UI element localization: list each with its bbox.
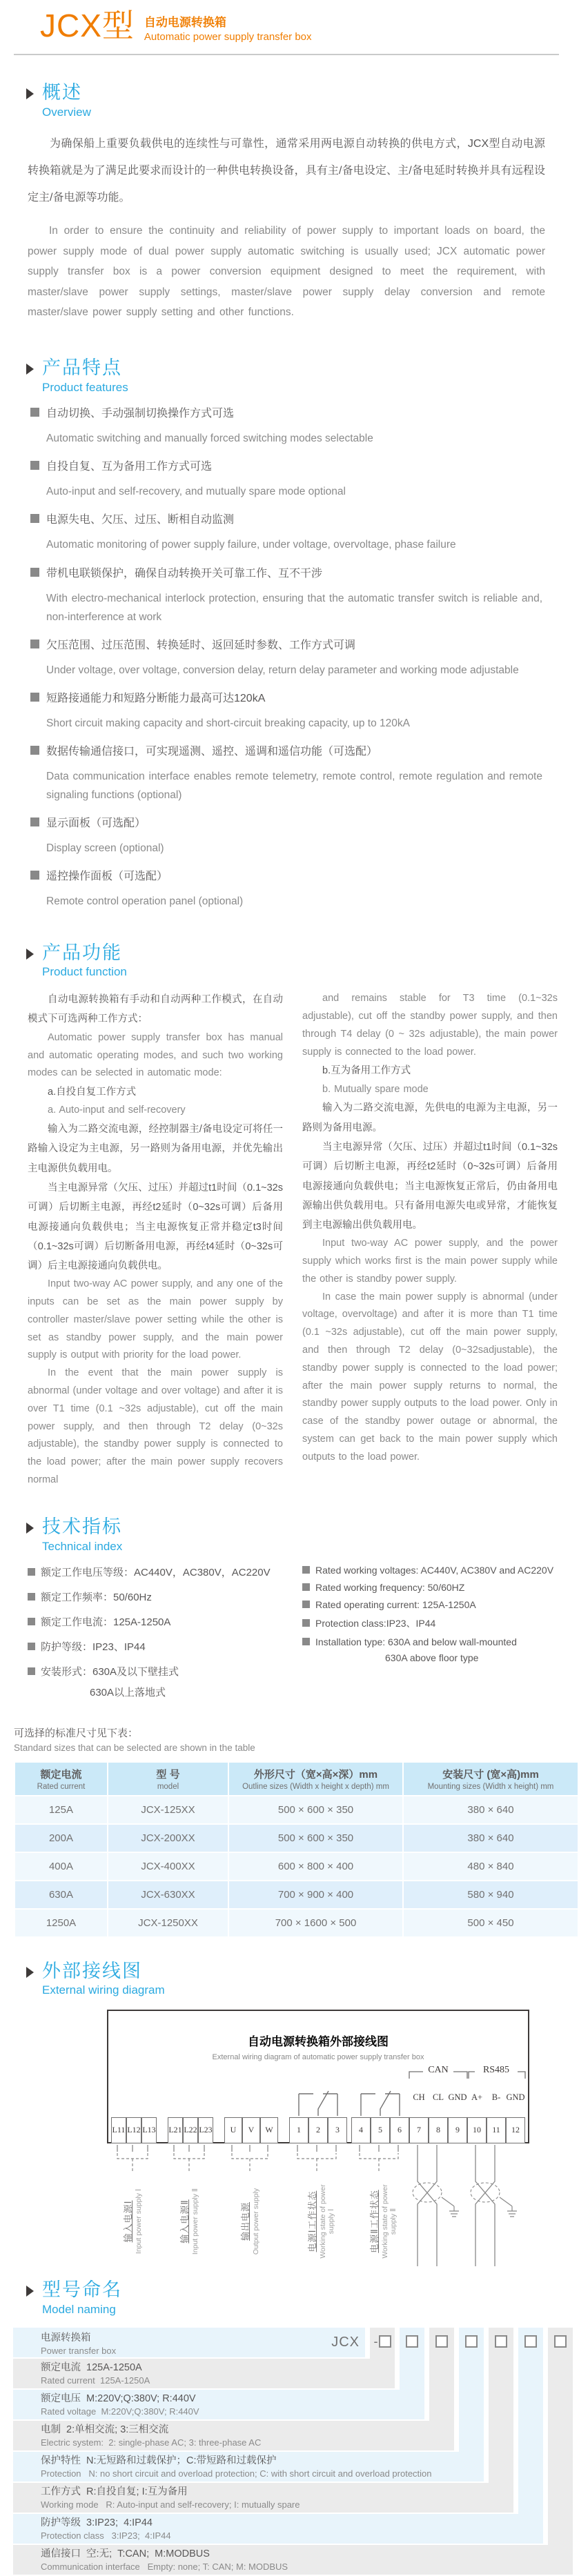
sizes-table xyxy=(14,1761,579,1938)
feature-text-cn: 遥控操作面板（可选配） xyxy=(46,871,168,883)
technical-item: 额定工作频率：50/60Hz xyxy=(28,1589,283,1604)
technical-column-cn xyxy=(28,1565,283,1707)
naming-code-column xyxy=(459,2328,484,2481)
technical-item: Protection class:IP23、IP44 xyxy=(302,1616,558,1630)
bullet-square-icon xyxy=(302,1601,310,1608)
function-paragraph: 当主电源异常（欠压、过压）并超过t1时间（0.1~32s可调）后切断主电源，再经t2延时（0~32s可调）后备用电源接通向负载供电；当主电源恢复正常后，仍由备用电源输出供负载用电。只有备用电源失电或异常，才能恢复到主电源输出供负载用电。 xyxy=(302,1141,558,1231)
bus-label-can: CAN xyxy=(428,2065,449,2076)
feature-text-cn: 自投自复、互为备用工作方式可选 xyxy=(46,461,213,473)
naming-code-box xyxy=(495,2335,507,2348)
function-paragraph: Input two-way AC power supply, and the power supply which works first is the main power supply while the other is standby power supply. xyxy=(302,1238,558,1285)
table-row xyxy=(14,1881,578,1909)
terminal-cell: 7 xyxy=(409,2117,429,2143)
naming-code-box xyxy=(554,2335,567,2348)
section-title-cn: 型号命名 xyxy=(42,2279,122,2301)
function-paragraph: and remains stable for T3 time (0.1~32s adjustable), cut off the standby power supply, and then through T4 delay (0 ~ 32s adjustable), the main power supply is connected to the load power. xyxy=(302,993,558,1058)
feature-text-cn: 数据传输通信接口，可实现遥测、遥控、遥调和遥信功能（可选配） xyxy=(46,746,378,757)
table-cell: JCX-125XX xyxy=(108,1796,228,1824)
table-cell: 630A xyxy=(14,1881,108,1909)
technical-column-en xyxy=(302,1565,558,1707)
terminal-cell: 12 xyxy=(506,2117,525,2143)
pin-label: A+ xyxy=(471,2092,483,2103)
table-header-cell: 额定电流 Rated current xyxy=(14,1762,108,1796)
table-header-row xyxy=(14,1762,578,1796)
pin-label: CL xyxy=(433,2092,444,2103)
feature-text-en: Display screen (optional) xyxy=(46,842,164,855)
bullet-square-icon xyxy=(30,640,39,648)
terminal-strip xyxy=(111,2117,525,2143)
feature-text-en: Short circuit making capacity and short-circuit breaking capacity, up to 120kA xyxy=(46,717,410,729)
feature-item xyxy=(30,406,542,448)
function-paragraph: In the event that the main power supply is abnormal (under voltage and over voltage) and after it is over T1 time (0.1 ~32s adjustable), cut off the main power supply, and then through T2 delay (0~32s adjustable), the standby power supply is connected to the load power; after the main power supply recovers normal xyxy=(28,1367,283,1486)
section-overview-heading xyxy=(26,83,573,119)
bullet-square-icon xyxy=(30,818,39,826)
sizes-intro-cn: 可选择的标准尺寸见下表： xyxy=(14,1727,139,1739)
table-row xyxy=(14,1852,578,1881)
feature-item xyxy=(30,512,542,554)
technical-item: 防护等级：IP23、IP44 xyxy=(28,1639,283,1654)
terminal-cell: 11 xyxy=(487,2117,506,2143)
table-cell: 700 × 900 × 400 xyxy=(228,1881,403,1909)
wiring-group-label: 输出电源 Output power supply xyxy=(240,2188,260,2255)
table-cell: 380 × 640 xyxy=(403,1796,578,1824)
section-marker-icon xyxy=(26,2286,34,2297)
function-paragraph: 输入为二路交流电源，先供电的电源为主电源，另一路则为备用电源。 xyxy=(302,1102,558,1133)
terminal-cell: 5 xyxy=(371,2117,390,2143)
bullet-square-icon xyxy=(302,1566,310,1574)
naming-row: 工作方式 R:自投自复; I:互为备用 Working mode R: Auto-input and self-recovery; I: mutually spare xyxy=(13,2483,513,2513)
feature-text-cn: 显示面板（可选配） xyxy=(46,818,146,830)
feature-item xyxy=(30,691,542,733)
feature-text-en: Automatic monitoring of power supply failure, under voltage, overvoltage, phase failure xyxy=(46,539,456,551)
overview-paragraph-cn: 为确保船上重要负载供电的连续性与可靠性，通常采用两电源自动转换的供电方式，JCX型自动电源转换箱就是为了满足此要求而设计的一种供电转换设备，具有主/备电设定、主/备电延时转换并具有远程设定主/备电源等功能。 xyxy=(28,137,545,204)
naming-row: 电源转换箱 Power transfer box xyxy=(13,2328,365,2357)
naming-code-box xyxy=(379,2335,391,2348)
naming-code-column xyxy=(489,2328,513,2513)
function-paragraph: 当主电源异常（欠压、过压）并超过t1时间（0.1~32s可调）后切断主电源，再经t2延时（0~32s可调）后备用电源接通向负载供电；当主电源恢复正常并稳定t3时间（0.1~32s可调）后切断备用电源，再经t4延时（0~32s可调）后主电源接通向负载供电。 xyxy=(28,1182,283,1272)
naming-row: 通信接口 空:无; T:CAN; M:MODBUS Communication interface Empty: none; T: CAN; M: MODBUS xyxy=(13,2545,573,2575)
table-cell: 700 × 1600 × 500 xyxy=(228,1909,403,1937)
bullet-square-icon xyxy=(28,1643,35,1650)
wiring-group-label: 输入电源Ⅱ Input power supply Ⅱ xyxy=(179,2188,199,2255)
bullet-square-icon xyxy=(30,568,39,577)
technical-item: 额定工作电压等级：AC440V，AC380V，AC220V xyxy=(28,1565,283,1579)
technical-item-cont: 630A以上落地式 xyxy=(90,1686,166,1698)
table-cell: JCX-1250XX xyxy=(108,1909,228,1937)
technical-columns xyxy=(28,1565,558,1707)
naming-row: 额定电流 125A-1250A Rated current 125A-1250A xyxy=(13,2359,395,2388)
function-paragraph: a. Auto-input and self-recovery xyxy=(48,1104,186,1116)
table-cell: 580 × 940 xyxy=(403,1881,578,1909)
terminal-cell: 1 xyxy=(289,2117,308,2143)
naming-row: 额定电压 M:220V;Q:380V; R:440V Rated voltage M:220V;Q:380V; R:440V xyxy=(13,2390,424,2419)
sizes-intro-en: Standard sizes that can be selected are shown in the table xyxy=(14,1742,255,1753)
naming-code-prefix: JCX xyxy=(331,2334,360,2350)
pin-label: CH xyxy=(413,2092,425,2103)
naming-code-box xyxy=(406,2335,418,2348)
naming-code-box xyxy=(465,2335,478,2348)
naming-code-box xyxy=(435,2335,448,2348)
section-naming-heading xyxy=(26,2280,573,2317)
feature-text-en: Auto-input and self-recovery, and mutually spare mode optional xyxy=(46,486,346,498)
wiring-group-label: 电源Ⅱ工作状态 Working state of power supply Ⅱ xyxy=(369,2184,398,2259)
technical-item: 额定工作电流：125A-1250A xyxy=(28,1614,283,1629)
terminal-cell: 2 xyxy=(308,2117,328,2143)
feature-item xyxy=(30,815,542,858)
naming-code-column xyxy=(400,2328,424,2419)
section-title-cn: 产品功能 xyxy=(42,942,122,963)
pin-label: B- xyxy=(491,2092,501,2103)
feature-text-cn: 短路接通能力和短路分断能力最高可达120kA xyxy=(46,692,266,704)
header-brand xyxy=(0,0,573,43)
bullet-square-icon xyxy=(30,871,39,880)
wiring-group-label: 电源Ⅰ工作状态 Working state of power supply Ⅰ xyxy=(307,2184,335,2259)
terminal-cell: V xyxy=(242,2117,260,2143)
function-paragraph: b.互为备用工作方式 xyxy=(322,1065,411,1077)
feature-text-cn: 欠压范围、过压范围、转换延时、返回延时参数、工作方式可调 xyxy=(46,639,356,651)
bullet-square-icon xyxy=(30,693,39,702)
table-cell: 500 × 450 xyxy=(403,1909,578,1937)
section-marker-icon xyxy=(26,364,34,375)
bullet-square-icon xyxy=(28,1593,35,1601)
terminal-cell: L11 xyxy=(111,2117,126,2143)
function-paragraph: Input two-way AC power supply, and any one of the inputs can be set as the main power supply by controller master/slave power setting while the other is set as standby power supply, and the main power supply is output with priority for the load power. xyxy=(28,1278,283,1361)
bullet-square-icon xyxy=(302,1638,310,1645)
function-paragraph: Automatic power supply transfer box has manual and automatic operating modes, and such two working modes can be selected in automatic mode: xyxy=(28,1031,283,1079)
feature-item xyxy=(30,637,542,680)
table-cell: 1250A xyxy=(14,1909,108,1937)
table-row xyxy=(14,1796,578,1824)
naming-code-column xyxy=(429,2328,454,2450)
section-technical-heading xyxy=(26,1517,573,1554)
table-row xyxy=(14,1909,578,1937)
terminal-cell: L23 xyxy=(198,2117,213,2143)
product-name-cn: 自动电源转换箱 xyxy=(144,16,226,29)
table-cell: 500 × 600 × 350 xyxy=(228,1796,403,1824)
function-column-left xyxy=(28,990,283,1489)
terminal-cell: W xyxy=(260,2117,278,2143)
naming-dash: - xyxy=(373,2334,378,2348)
feature-item xyxy=(30,459,542,501)
naming-code-box xyxy=(524,2335,537,2348)
wiring-group-label: 输入电源Ⅰ Input power supply Ⅰ xyxy=(123,2189,143,2255)
section-title-en: Model naming xyxy=(42,2302,116,2316)
pin-label: GND xyxy=(448,2092,467,2103)
table-cell: 400A xyxy=(14,1852,108,1881)
section-title-en: Technical index xyxy=(42,1539,123,1553)
terminal-cell: L13 xyxy=(141,2117,157,2143)
function-paragraph: b. Mutually spare mode xyxy=(322,1083,429,1095)
feature-text-cn: 电源失电、欠压、过压、断相自动监测 xyxy=(46,514,235,526)
table-header-cell: 外形尺寸（宽×高×深）mm Outline sizes (Width x height x depth) mm xyxy=(228,1762,403,1796)
diagram-title-cn: 自动电源转换箱外部接线图 xyxy=(248,2035,389,2049)
section-function-heading xyxy=(26,943,573,980)
section-marker-icon xyxy=(26,88,34,99)
function-columns xyxy=(28,990,558,1489)
table-cell: JCX-400XX xyxy=(108,1852,228,1881)
technical-item: 安装形式：630A及以下壁挂式 xyxy=(28,1664,283,1678)
feature-text-en: Automatic switching and manually forced switching modes selectable xyxy=(46,433,373,445)
diagram-title-en: External wiring diagram of automatic power supply transfer box xyxy=(212,2053,424,2062)
terminal-cell: L12 xyxy=(126,2117,141,2143)
bullet-square-icon xyxy=(30,408,39,417)
table-cell: 480 × 840 xyxy=(403,1852,578,1881)
table-cell: JCX-200XX xyxy=(108,1824,228,1852)
section-marker-icon xyxy=(26,949,34,960)
naming-row: 保护特性 N:无短路和过载保护；C:带短路和过载保护 Protection N: no short circuit and overload protection; C: with short circuit and overload protection xyxy=(13,2452,484,2481)
terminal-cell: 8 xyxy=(429,2117,448,2143)
section-title-en: External wiring diagram xyxy=(42,1983,165,1997)
terminal-cell: 3 xyxy=(328,2117,347,2143)
bullet-square-icon xyxy=(28,1568,35,1576)
section-title-cn: 概述 xyxy=(42,82,82,103)
wiring-diagram xyxy=(107,2010,529,2143)
bullet-square-icon xyxy=(28,1618,35,1625)
technical-item: Rated working voltages: AC440V, AC380V and AC220V xyxy=(302,1565,558,1576)
technical-item: Rated working frequency: 50/60HZ xyxy=(302,1582,558,1593)
feature-item xyxy=(30,869,542,911)
wiring-decorations xyxy=(107,2143,527,2273)
bullet-square-icon xyxy=(30,746,39,755)
section-title-cn: 外部接线图 xyxy=(42,1960,142,1981)
table-cell: 380 × 640 xyxy=(403,1824,578,1852)
bullet-square-icon xyxy=(302,1583,310,1591)
terminal-cell: U xyxy=(224,2117,242,2143)
bullet-square-icon xyxy=(30,514,39,523)
feature-item xyxy=(30,566,542,626)
product-model-title: JCX型 xyxy=(40,8,135,43)
technical-item: Rated operating current: 125A-1250A xyxy=(302,1599,558,1610)
section-marker-icon xyxy=(26,1967,34,1978)
technical-item: Installation type: 630A and below wall-mounted xyxy=(302,1636,558,1647)
naming-row: 电制 2:单相交流; 3:三相交流 Electric system: 2: single-phase AC; 3: three-phase AC xyxy=(13,2421,454,2450)
section-marker-icon xyxy=(26,1523,34,1534)
bullet-square-icon xyxy=(30,461,39,470)
section-wiring-heading xyxy=(26,1961,573,1998)
table-header-cell: 型 号 model xyxy=(108,1762,228,1796)
section-title-en: Product features xyxy=(42,381,128,395)
section-features-heading xyxy=(26,358,573,395)
naming-code-column xyxy=(518,2328,543,2544)
table-header-cell: 安装尺寸 (宽×高)mm Mounting sizes (Width x height) mm xyxy=(403,1762,578,1796)
feature-text-en: Data communication interface enables remote telemetry, remote control, remote regulation and remote signaling functions (optional) xyxy=(46,771,542,802)
naming-row: 防护等级 3:IP23; 4:IP44 Protection class 3:IP23; 4:IP44 xyxy=(13,2514,543,2544)
table-cell: 600 × 800 × 400 xyxy=(228,1852,403,1881)
terminal-cell: 9 xyxy=(448,2117,467,2143)
pin-label: GND xyxy=(506,2092,525,2103)
section-title-cn: 产品特点 xyxy=(42,357,122,379)
naming-code-column xyxy=(548,2328,573,2575)
table-row xyxy=(14,1824,578,1852)
feature-text-en: With electro-mechanical interlock protection, ensuring that the automatic transfer switch is reliable and, non-interference at work xyxy=(46,592,542,623)
function-paragraph: 自动电源转换箱有手动和自动两种工作模式，在自动模式下可选两种工作方式： xyxy=(28,994,283,1025)
product-name-en: Automatic power supply transfer box xyxy=(144,31,312,43)
function-column-right xyxy=(302,990,558,1489)
section-title-cn: 技术指标 xyxy=(42,1516,122,1537)
bullet-square-icon xyxy=(302,1619,310,1627)
table-cell: 500 × 600 × 350 xyxy=(228,1824,403,1852)
function-paragraph: 输入为二路交流电源，经控制器主/备电设定可将任一路输入设定为主电源，另一路则为备用电源，并优先输出主电源供负载用电。 xyxy=(28,1124,283,1174)
function-paragraph: In case the main power supply is abnormal (under voltage, overvoltage) and after it is more than T1 time (0.1 ~32s adjustable), cut off the main power supply, and then through T2 delay (0~32sadjustable), the standby power supply is connected to the load power; after the main power supply returns to normal, the standby power supply outputs to the load power. Only in case of the standby power outage or abnormal, the system can get back to the main power supply which outputs to the load power. xyxy=(302,1291,558,1463)
feature-list xyxy=(30,406,542,911)
terminal-cell: L22 xyxy=(183,2117,198,2143)
table-cell: JCX-630XX xyxy=(108,1881,228,1909)
feature-text-cn: 带机电联锁保护，确保自动转换开关可靠工作、互不干涉 xyxy=(46,567,323,579)
table-cell: 200A xyxy=(14,1824,108,1852)
feature-text-en: Under voltage, over voltage, conversion delay, return delay parameter and working mode adjustable xyxy=(46,664,519,676)
naming-code-column xyxy=(370,2328,395,2388)
section-title-en: Overview xyxy=(42,105,91,119)
feature-item xyxy=(30,744,542,804)
bus-label-rs485: RS485 xyxy=(482,2065,510,2076)
table-cell: 125A xyxy=(14,1796,108,1824)
bullet-square-icon xyxy=(28,1667,35,1675)
terminal-cell: L21 xyxy=(168,2117,183,2143)
terminal-cell: 4 xyxy=(351,2117,371,2143)
header-divider xyxy=(14,54,559,55)
section-title-en: Product function xyxy=(42,965,127,979)
feature-text-en: Remote control operation panel (optional) xyxy=(46,895,244,908)
terminal-cell: 10 xyxy=(467,2117,487,2143)
model-naming-diagram xyxy=(13,2328,573,2576)
feature-text-cn: 自动切换、手动强制切换操作方式可选 xyxy=(46,408,235,420)
function-paragraph: a.自投自复工作方式 xyxy=(48,1087,137,1098)
terminal-cell: 6 xyxy=(390,2117,409,2143)
overview-paragraph-en: In order to ensure the continuity and reliability of power supply to important loads on board, the power supply mode of dual power supply automatic switching is usually used; JCX automatic power supply transfer box is a power conversion equipment designed to meet the requirement, with master/slave power supply settings, master/slave power supply delay conversion and remote master/slave power supply setting and other functions. xyxy=(28,225,545,318)
technical-item-cont: 630A above floor type xyxy=(385,1652,479,1663)
